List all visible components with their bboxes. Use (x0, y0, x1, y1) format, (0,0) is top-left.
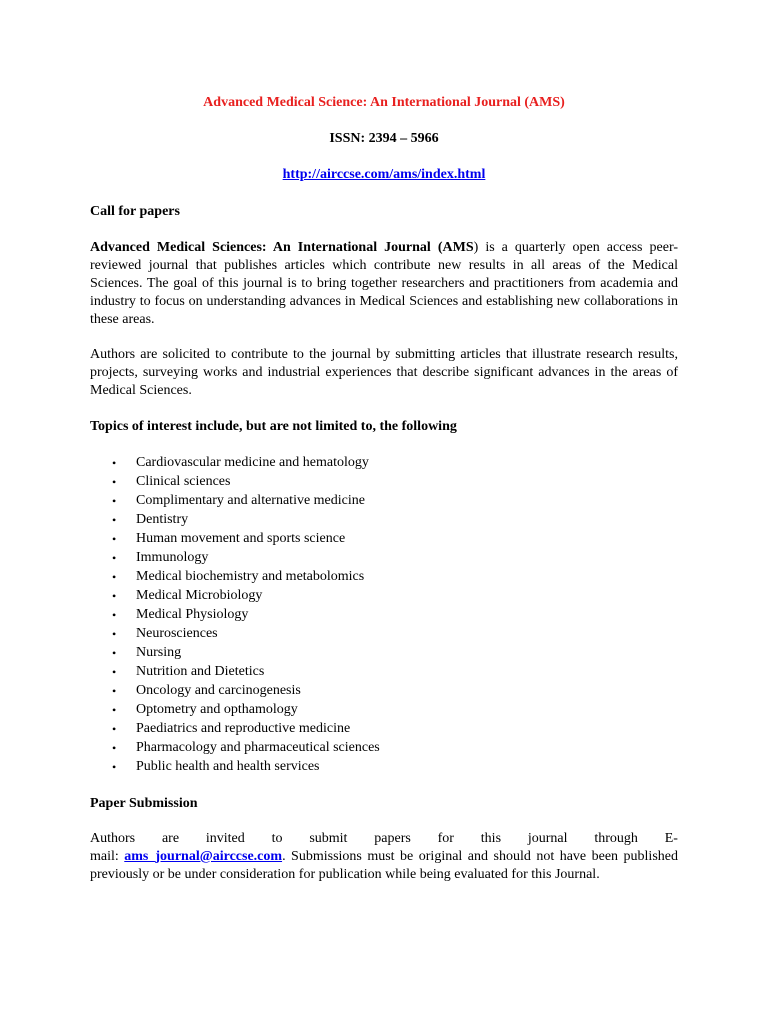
call-for-papers-heading: Call for papers (90, 204, 180, 219)
bullet-icon: • (112, 741, 117, 755)
bullet-icon: • (112, 665, 117, 679)
list-item (90, 473, 650, 492)
bullet-icon: • (112, 722, 117, 736)
word: through (594, 831, 638, 846)
list-item-label: Neurosciences (136, 626, 218, 641)
word: Authors (90, 831, 136, 846)
authors-paragraph: Authors are solicited to contribute to the journal by submitting articles that illustrate research results, projects, surveying works and industrial experiences that describe significant advances in the areas of Medical Sciences. (90, 347, 678, 398)
list-item (90, 568, 650, 587)
word: invited (205, 831, 245, 846)
list-item (90, 625, 650, 644)
topics-heading: Topics of interest include, but are not limited to, the following (90, 419, 457, 434)
list-item (90, 682, 650, 701)
submission-rest (90, 848, 678, 884)
list-item-label: Public health and health services (136, 759, 320, 774)
bullet-icon: • (112, 570, 117, 584)
list-item-label: Clinical sciences (136, 474, 231, 489)
word: this (480, 831, 502, 846)
bullet-icon: • (112, 703, 117, 717)
list-item-label: Medical biochemistry and metabolomics (136, 569, 365, 584)
bullet-icon: • (112, 513, 117, 527)
intro-paragraph (90, 239, 678, 329)
bullet-icon: • (112, 532, 117, 546)
word: papers (374, 831, 411, 846)
bullet-icon: • (112, 646, 117, 660)
list-item-label: Cardiovascular medicine and hematology (136, 455, 369, 470)
list-item-label: Complimentary and alternative medicine (136, 493, 365, 508)
list-item-label: Paediatrics and reproductive medicine (136, 721, 351, 736)
issn-line: ISSN: 2394 – 5966 (329, 131, 439, 146)
list-item (90, 587, 650, 606)
word: to (271, 831, 283, 846)
list-item-label: Immunology (136, 550, 209, 565)
list-item-label: Pharmacology and pharmaceutical sciences (136, 740, 380, 755)
list-item (90, 454, 650, 473)
list-item-label: Nursing (136, 645, 182, 660)
journal-url-line (90, 166, 678, 184)
list-item-label: Optometry and opthamology (136, 702, 298, 717)
bullet-icon: • (112, 627, 117, 641)
list-item (90, 758, 650, 777)
list-item (90, 720, 650, 739)
list-item (90, 511, 650, 530)
list-item (90, 549, 650, 568)
bullet-icon: • (112, 608, 117, 622)
intro-journal-name: Advanced Medical Sciences: An International Journal (AMS (90, 240, 474, 255)
email-link[interactable]: ams_journal@airccse.com (124, 849, 283, 864)
list-item-label: Medical Microbiology (136, 588, 263, 603)
paper-submission-heading: Paper Submission (90, 796, 198, 811)
list-item-label: Nutrition and Dietetics (136, 664, 265, 679)
mail-prefix: mail: (90, 849, 125, 864)
list-item (90, 606, 650, 625)
bullet-icon: • (112, 589, 117, 603)
journal-url-link[interactable]: http://airccse.com/ams/index.html (282, 167, 486, 182)
intro-text: ) is a quarterly open access peer-reviewed journal that publishes articles which contribute new results in all areas of the Medical Sciences. The goal of this journal is to bring together researchers and practitioners from academia and industry to focus on understanding advances in Medical Sciences and establishing new collaborations in these areas. (90, 240, 678, 327)
submission-first-line (90, 830, 678, 848)
word: submit (309, 831, 348, 846)
bullet-icon: • (112, 684, 117, 698)
list-item (90, 530, 650, 549)
list-item-label: Oncology and carcinogenesis (136, 683, 301, 698)
word: for (437, 831, 454, 846)
word: journal (527, 831, 568, 846)
list-item (90, 739, 650, 758)
bullet-icon: • (112, 456, 117, 470)
bullet-icon: • (112, 760, 117, 774)
word: are (161, 831, 180, 846)
list-item (90, 663, 650, 682)
topics-list (90, 454, 650, 777)
bullet-icon: • (112, 475, 117, 489)
journal-title: Advanced Medical Science: An International Journal (AMS) (203, 95, 565, 110)
list-item-label: Medical Physiology (136, 607, 249, 622)
word: E- (664, 831, 678, 846)
submission-text: . Submissions must be original and should not have been published previously or be under consideration for publication while being evaluated for this Journal. (90, 849, 678, 882)
list-item-label: Human movement and sports science (136, 531, 346, 546)
list-item (90, 492, 650, 511)
list-item-label: Dentistry (136, 512, 189, 527)
bullet-icon: • (112, 494, 117, 508)
bullet-icon: • (112, 551, 117, 565)
list-item (90, 701, 650, 720)
list-item (90, 644, 650, 663)
submission-paragraph (90, 830, 678, 884)
